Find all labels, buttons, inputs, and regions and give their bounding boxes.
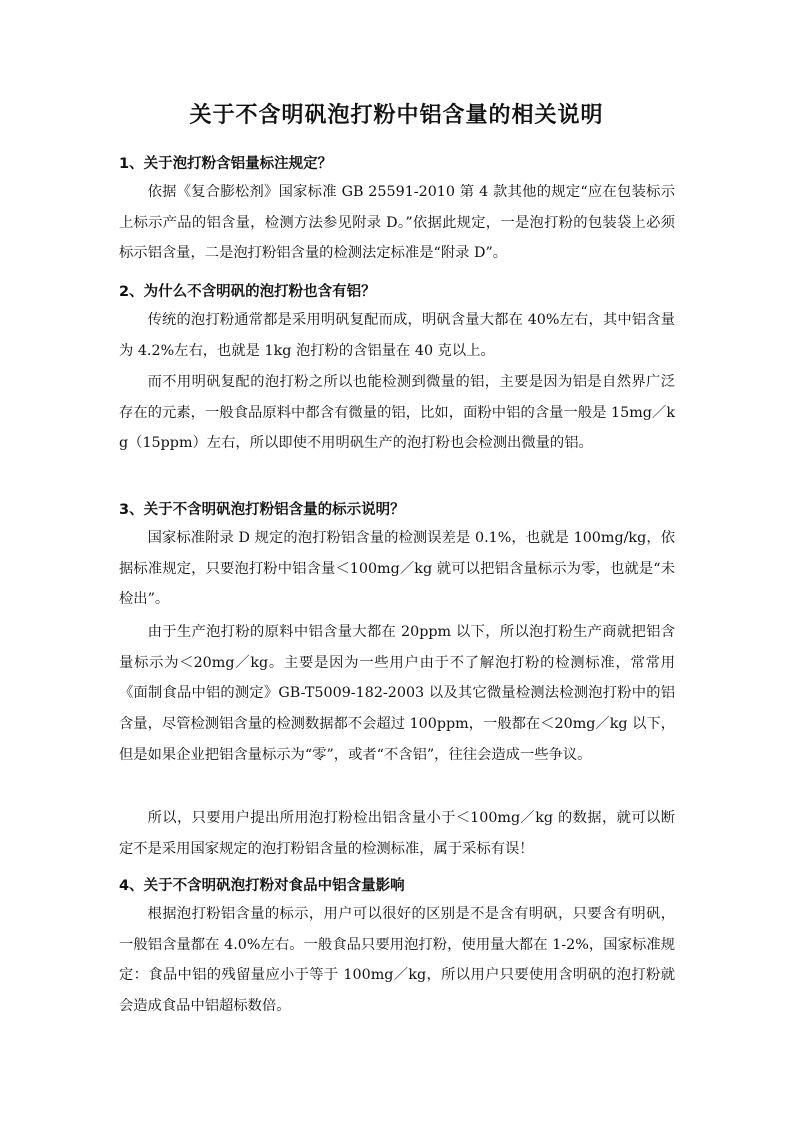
section-3-heading: 3、关于不含明矾泡打粉铝含量的标示说明？ [119, 502, 405, 518]
section-1-heading: 1、关于泡打粉含铝量标注规定？ [119, 156, 333, 172]
section-3-paragraph-1: 国家标准附录 D 规定的泡打粉铝含量的检测误差是 0.1%，也就是 100mg/kg，依据标准规定，只要泡打粉中铝含量＜100mg／kg 就可以把铝含量标示为零，也就是“未检出”。 [119, 530, 675, 608]
section-2-paragraph-1: 传统的泡打粉通常都是采用明矾复配而成，明矾含量大都在 40%左右，其中铝含量为 4.2%左右，也就是 1kg 泡打粉的含铝量在 40 克以上。 [119, 312, 675, 359]
document-title: 关于不含明矾泡打粉中铝含量的相关说明 [189, 103, 604, 128]
section-3-paragraph-3: 所以，只要用户提出所用泡打粉检出铝含量小于＜100mg／kg 的数据，就可以断定不是采用国家规定的泡打粉铝含量的检测标准，属于采标有误！ [119, 810, 675, 857]
section-4-paragraph-1: 根据泡打粉铝含量的标示，用户可以很好的区别是不是含有明矾，只要含有明矾，一般铝含量都在 4.0%左右。一般食品只要用泡打粉，使用量大都在 1-2%，国家标准规定：食品中铝的残留量应小于等于 100mg／kg，所以用户只要使用含明矾的泡打粉就会造成食品中铝超标数倍。 [119, 906, 675, 1015]
section-3-paragraph-2: 由于生产泡打粉的原料中铝含量大都在 20ppm 以下，所以泡打粉生产商就把铝含量标示为＜20mg／kg。主要是因为一些用户由于不了解泡打粉的检测标准，常常用《面制食品中铝的测定》GB-T5009-182-2003 以及其它微量检测法检测泡打粉中的铝含量，尽管检测铝含量的检测数据都不会超过 100ppm，一般都在＜20mg／kg 以下，但是如果企业把铝含量标示为“零”，或者“不含铝”，往往会造成一些争议。 [119, 624, 675, 763]
section-2-paragraph-2: 而不用明矾复配的泡打粉之所以也能检测到微量的铝，主要是因为铝是自然界广泛存在的元素，一般食品原料中都含有微量的铝，比如，面粉中铝的含量一般是 15mg／kg（15ppm）左右，所以即使不用明矾生产的泡打粉也会检测出微量的铝。 [119, 374, 675, 452]
section-4-heading: 4、关于不含明矾泡打粉对食品中铝含量影响 [119, 878, 405, 894]
section-2-heading: 2、为什么不含明矾的泡打粉也含有铝？ [119, 284, 376, 300]
section-1-paragraph-1: 依据《复合膨松剂》国家标准 GB 25591-2010 第 4 款其他的规定“应在包装标示上标示产品的铝含量，检测方法参见附录 D。”依据此规定，一是泡打粉的包装袋上必须标示铝含量，二是泡打粉铝含量的检测法定标准是“附录 D”。 [119, 184, 675, 262]
